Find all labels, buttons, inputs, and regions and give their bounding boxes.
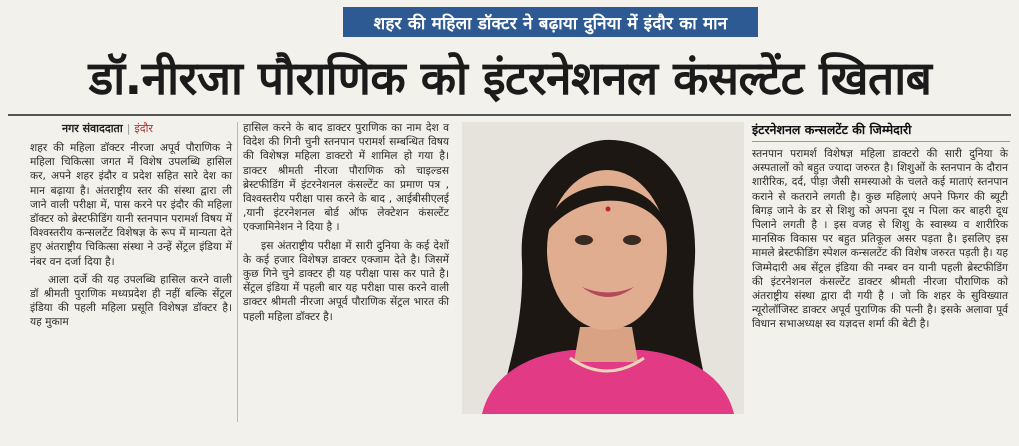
portrait-illustration xyxy=(462,122,744,414)
byline xyxy=(62,121,153,136)
byline-reporter: नगर संवाददाता xyxy=(62,122,123,135)
portrait-photo xyxy=(462,122,744,414)
headline-rule xyxy=(8,114,1011,116)
paragraph: शहर की महिला डॉक्टर नीरजा अपूर्व पौराणिक ने महिला चिकित्सा जगत में विशेष उपलब्धि हासिल कर, अपने शहर इंदौर व प्रदेश सहित सारे देश का मान बढ़ाया है। अंतराष्ट्रीय स्तर की संस्था द्वारा ली जाने वाली परीक्षा में, पास करने पर इंदौर की महिला डॉक्टर को ब्रेस्टफीडिंग यानी स्तनपान परामर्श विषय में विश्वस्तरीय कन्सलटेंट विशेषज्ञ के रूप में मान्यता देते हुए अंतराष्ट्रीय चिकित्सा संस्था ने उन्हें सेंट्रल इंडिया में नंबर वन दर्जा दिया है। xyxy=(30,142,232,268)
article-column-2 xyxy=(243,121,449,328)
paragraph: स्तनपान परामर्श विशेषज्ञ महिला डाक्टरो की सारी दुनिया के अस्पतालों को बहुत ज्यादा जरुरत है। शिशुओं के स्तनपान के दौरान शारीरिक, दर्द, पीड़ा जैसी समस्याओ के चलते कई माताएं स्तनपान कराने से कतराने लगती है। कुछ महिलाएं अपने फिगर की ब्यूटी बिगड़ जाने के डर से शिशु को अपना दूध न पिला कर बाहरी दूध पिलाने लगती है । इस वजह से शिशु के स्वास्थ्य व शारीरिक मानसिक विकास पर बहुत प्रतिकूल असर पड़ता है। इसलिए इस मामले ब्रेस्टफीडिंग स्पेशल कन्सलटेंट की विशेष जरुरत पड़ती है। यह जिम्मेदारी अब सेंट्रल इंडिया की नम्बर वन यानी पहली ब्रेस्टफीडिंग की इंटरनेशनल कंसल्टेंट डाक्टर श्रीमती नीरजा पौराणिक को अंतराष्ट्रीय संस्था द्वारा दी गयी है । जो कि शहर के सुविख्यात न्यूरोलॉजिस्ट डाक्टर अपूर्व पुराणिक की पत्नी है। इसके अलावा पूर्व विधान सभाअध्यक्ष स्व यज्ञदत्त शर्मा की बेटी है। xyxy=(752,148,1008,331)
paragraph: आला दर्जे की यह उपलब्धि हासिल करने वाली डॉ श्रीमती पुराणिक मध्यप्रदेश ही नहीं बल्कि सेंट्रल इंडिया की पहली महिला प्रसूति विशेषज्ञ डॉक्टर है। यह मुकाम xyxy=(30,273,232,329)
column-divider xyxy=(237,122,238,422)
byline-city: इंदौर xyxy=(134,122,153,135)
subhead: इंटरनेशनल कन्सलटेंट की जिम्मेदारी xyxy=(752,122,912,137)
kicker-banner: शहर की महिला डॉक्टर ने बढ़ाया दुनिया में इंदौर का मान xyxy=(343,7,758,37)
article-column-1 xyxy=(30,141,232,334)
byline-separator: | xyxy=(126,122,131,135)
page-title: डॉ.नीरजा पौराणिक को इंटरनेशनल कंसल्टेंट खिताब xyxy=(88,51,932,105)
paragraph: इस अंतराष्ट्रीय परीक्षा में सारी दुनिया के कई देशों के कई हजार विशेषज्ञ डाक्टर एक्जाम देते है। जिसमें कुछ गिने चुने डाक्टर ही यह परीक्षा पास कर पाते है। सेंट्रल इंडिया में पहली बार यह परीक्षा पास करने वाली डाक्टर श्रीमती नीरजा अपूर्व पौराणिक सेंट्रल भारत की पहली महिला डॉक्टर है। xyxy=(243,239,449,323)
paragraph: हासिल करने के बाद डाक्टर पुराणिक का नाम देश व विदेश की गिनी चुनी स्तनपान परामर्श सम्बन्धित विषय की विशेषज्ञ महिला डाक्टरो में शामिल हो गया है।डाक्टर श्रीमती नीरजा पौराणिक को चाइल्डस ब्रेस्टफीडिंग में इंटरनेशनल कंसल्टेंट का प्रमाण पत्र , विश्वस्तरीय परीक्षा पास करने के बाद , आईबीसीएलई ,यानी इंटरनेशनल बोर्ड ऑफ लेक्टेशन कंसल्टेंट एक्जामिनेशन ने दिया है । xyxy=(243,122,449,234)
subhead-rule xyxy=(752,141,1010,142)
article-column-3 xyxy=(752,147,1008,336)
